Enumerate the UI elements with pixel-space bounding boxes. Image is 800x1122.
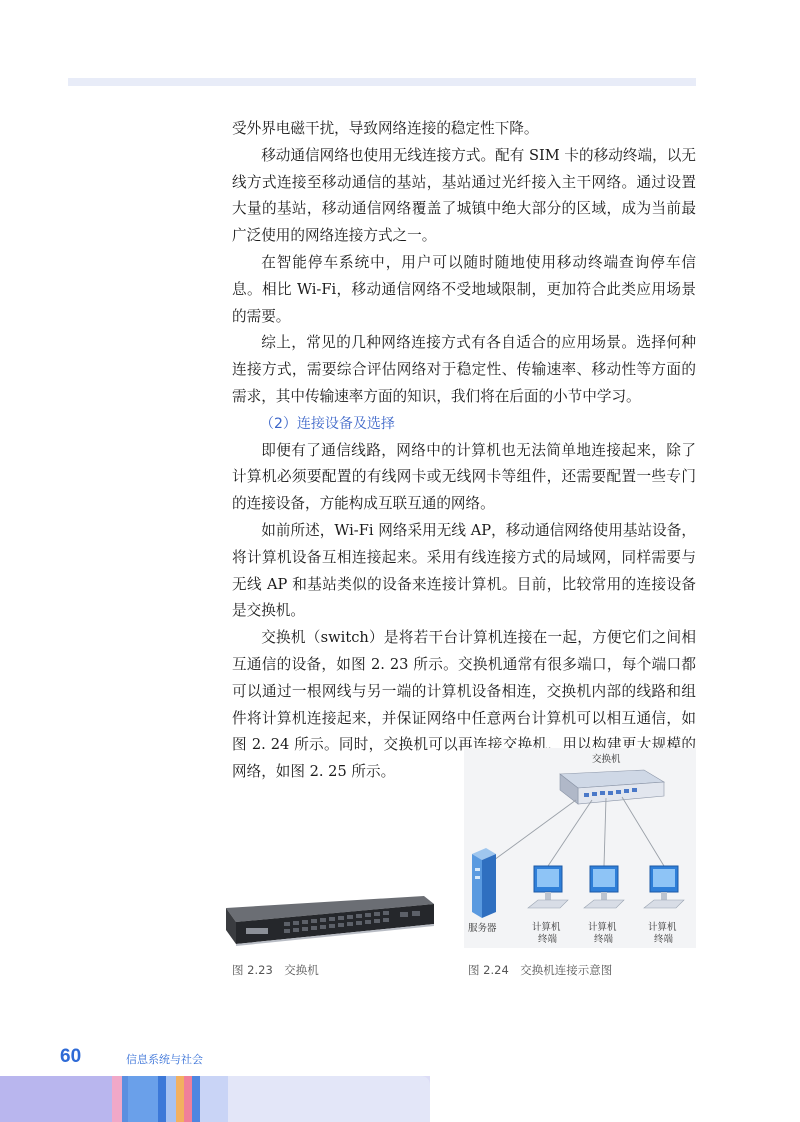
terminal-label-line2: 终端 [594,934,614,945]
body-text [232,116,696,786]
paragraph: 即便有了通信线路，网络中的计算机也无法简单地连接起来，除了计算机必须要配置的有线网卡或无线网卡等组件，还需要配置一些专门的连接设备，方能构成互联互通的网络。 [232,441,696,513]
switch-diagram [464,748,696,948]
computer-icon [584,866,624,908]
terminal-label-line1: 计算机 [648,922,677,933]
computer-icon [528,866,568,908]
paragraph: 在智能停车系统中，用户可以随时随地使用移动终端查询停车信息。相比 Wi-Fi，移动通信网络不受地域限制，更加符合此类应用场景的需要。 [232,253,696,325]
switch-label: 交换机 [592,754,621,765]
figure-caption: 图 2.23 交换机 [232,963,319,977]
header-rule [68,78,696,86]
server-label: 服务器 [468,923,497,934]
switch-photo [220,888,438,954]
terminal-label-line1: 计算机 [588,922,617,933]
paragraph: 移动通信网络也使用无线连接方式。配有 SIM 卡的移动终端，以无线方式连接至移动通信的基站，基站通过光纤接入主干网络。通过设置大量的基站，移动通信网络覆盖了城镇中绝大部分的区域，成为当前最广泛使用的网络连接方式之一。 [232,146,696,245]
server-icon [472,848,496,918]
book-title: 信息系统与社会 [126,1053,203,1066]
paragraph: 交换机（switch）是将若干台计算机连接在一起，方便它们之间相互通信的设备，如图 2. 23 所示。交换机通常有很多端口，每个端口都可以通过一根网线与另一端的计算机设备相连，交换机内部的线路和组件将计算机连接起来，并保证网络中任意两台计算机可以相互通信，如图 2. 24 所示。同时，交换机可以再连接交换机，用以构建更大规模的网络，如图 2. 25 所示。 [232,629,696,781]
terminal-label-line2: 终端 [654,934,674,945]
computer-icon [644,866,684,908]
section-heading: （2）连接设备及选择 [260,415,395,432]
terminal-label-line2: 终端 [538,934,558,945]
paragraph: 如前所述，Wi-Fi 网络采用无线 AP，移动通信网络使用基站设备，将计算机设备互相连接起来。采用有线连接方式的局域网，同样需要与无线 AP 和基站类似的设备来连接计算机。目前，比较常用的连接设备是交换机。 [232,521,696,620]
footer-color-band [0,1076,430,1122]
figure-caption: 图 2.24 交换机连接示意图 [468,963,613,977]
paragraph: 受外界电磁干扰，导致网络连接的稳定性下降。 [232,120,539,137]
terminal-label-line1: 计算机 [532,922,561,933]
paragraph: 综上，常见的几种网络连接方式有各自适合的应用场景。选择何种连接方式，需要综合评估网络对于稳定性、传输速率、移动性等方面的需求，其中传输速率方面的知识，我们将在后面的小节中学习。 [232,334,696,405]
page-number: 60 [60,1046,82,1067]
